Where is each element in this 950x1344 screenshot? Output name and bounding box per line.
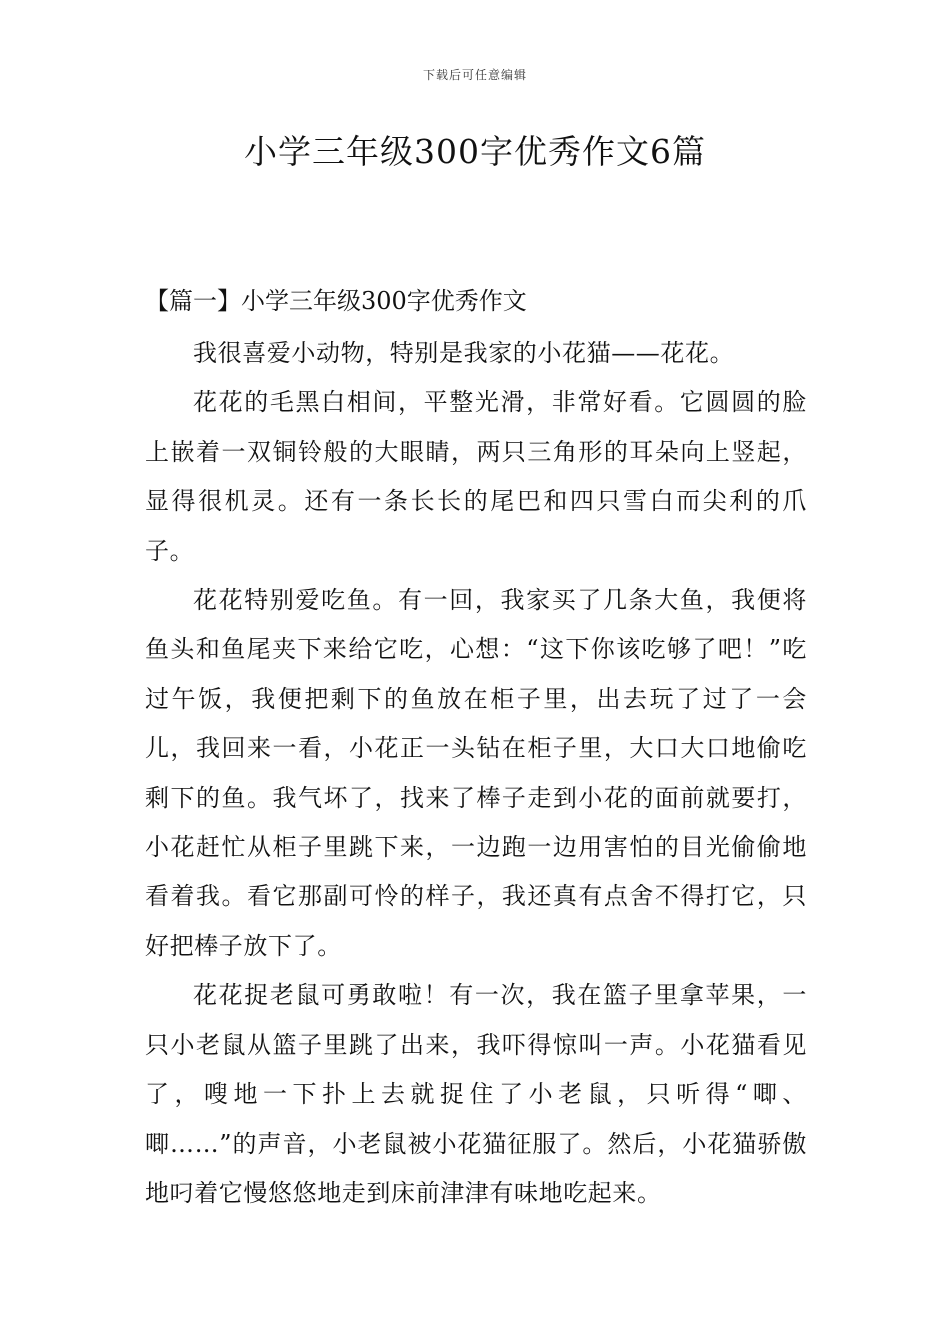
document-title: 小学三年级300字优秀作文6篇 <box>244 132 706 171</box>
paragraph-4: 花花捉老鼠可勇敢啦！有一次，我在篮子里拿苹果，一只小老鼠从篮子里跳了出来，我吓得惊叫一声。小花猫看见了，嗖地一下扑上去就捉住了小老鼠，只听得“唧、唧……”的声音，小老鼠被小花猫征服了。然后，小花猫骄傲地叼着它慢悠悠地走到床前津津有味地吃起来。 <box>145 981 807 1207</box>
paragraph-2: 花花的毛黑白相间，平整光滑，非常好看。它圆圆的脸上嵌着一双铜铃般的大眼睛，两只三角形的耳朵向上竖起，显得很机灵。还有一条长长的尾巴和四只雪白而尖利的爪子。 <box>145 388 807 565</box>
header-note: 下载后可任意编辑 <box>422 68 527 82</box>
paragraph-1: 我很喜爱小动物，特别是我家的小花猫——花花。 <box>193 339 735 367</box>
document-body <box>145 280 807 1218</box>
paragraph-3: 花花特别爱吃鱼。有一回，我家买了几条大鱼，我便将鱼头和鱼尾夹下来给它吃，心想：“这下你该吃够了吧！”吃过午饭，我便把剩下的鱼放在柜子里，出去玩了过了一会儿，我回来一看，小花正一头钻在柜子里，大口大口地偷吃剩下的鱼。我气坏了，找来了棒子走到小花的面前就要打，小花赶忙从柜子里跳下来，一边跑一边用害怕的目光偷偷地看着我。看它那副可怜的样子，我还真有点舍不得打它，只好把棒子放下了。 <box>145 586 807 960</box>
section-heading: 【篇一】小学三年级300字优秀作文 <box>145 287 527 315</box>
